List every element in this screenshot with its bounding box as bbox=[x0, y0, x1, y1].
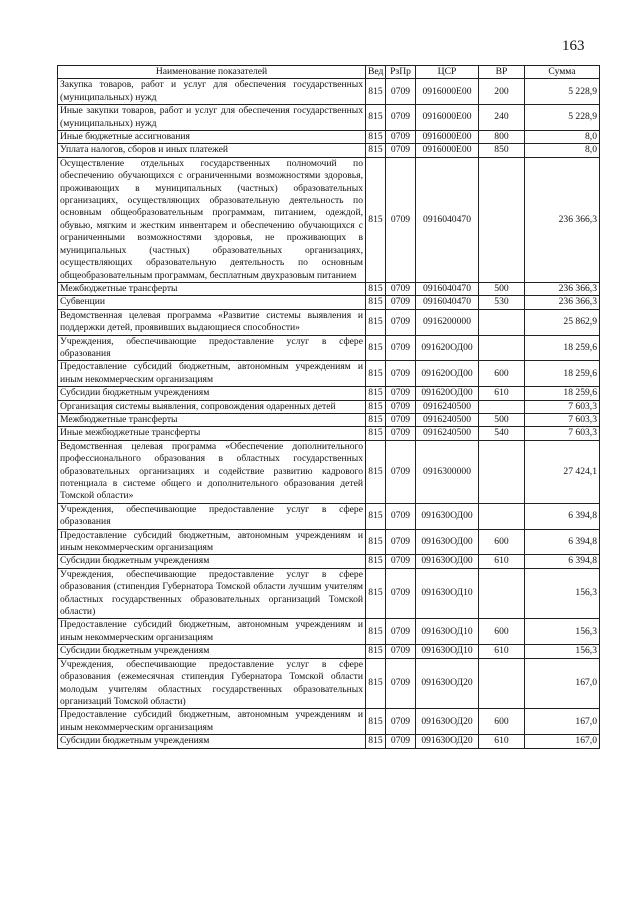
cell-sum: 156,3 bbox=[525, 568, 600, 619]
cell-sum: 167,0 bbox=[525, 658, 600, 709]
cell-name: Ведомственная целевая программа «Обеспечение дополнительного профессионального образования в областных государственных образовательных организациях и содействие развитию кадрового потенциала в системе общего и дополнительного образования детей Томской области» bbox=[58, 440, 366, 503]
cell-csr: 091630ОД10 bbox=[416, 619, 479, 645]
cell-vr bbox=[479, 440, 525, 503]
cell-vr: 500 bbox=[479, 413, 525, 426]
cell-rzpr: 0709 bbox=[386, 645, 416, 658]
cell-sum: 25 862,9 bbox=[525, 309, 600, 335]
cell-rzpr: 0709 bbox=[386, 658, 416, 709]
cell-sum: 167,0 bbox=[525, 735, 600, 748]
cell-name: Межбюджетные трансферты bbox=[58, 282, 366, 295]
cell-rzpr: 0709 bbox=[386, 400, 416, 413]
cell-csr: 091620ОД00 bbox=[416, 335, 479, 361]
cell-ved: 815 bbox=[366, 645, 386, 658]
cell-vr bbox=[479, 400, 525, 413]
cell-csr: 0916000Е00 bbox=[416, 79, 479, 105]
cell-sum: 6 394,8 bbox=[525, 529, 600, 555]
cell-vr: 610 bbox=[479, 555, 525, 568]
cell-sum: 8,0 bbox=[525, 131, 600, 144]
cell-rzpr: 0709 bbox=[386, 619, 416, 645]
cell-ved: 815 bbox=[366, 157, 386, 282]
cell-sum: 156,3 bbox=[525, 645, 600, 658]
cell-name: Иные межбюджетные трансферты bbox=[58, 427, 366, 440]
cell-csr: 091620ОД00 bbox=[416, 361, 479, 387]
cell-sum: 8,0 bbox=[525, 144, 600, 157]
cell-csr: 091630ОД20 bbox=[416, 735, 479, 748]
table-body bbox=[58, 79, 600, 748]
cell-rzpr: 0709 bbox=[386, 440, 416, 503]
cell-csr: 091630ОД00 bbox=[416, 555, 479, 568]
cell-name: Субсидии бюджетным учреждениям bbox=[58, 387, 366, 400]
page-number: 163 bbox=[562, 38, 585, 54]
cell-ved: 815 bbox=[366, 79, 386, 105]
table-row bbox=[58, 440, 600, 503]
cell-rzpr: 0709 bbox=[386, 503, 416, 529]
header-csr: ЦСР bbox=[416, 66, 479, 79]
cell-csr: 0916040470 bbox=[416, 296, 479, 309]
table-row bbox=[58, 144, 600, 157]
cell-rzpr: 0709 bbox=[386, 79, 416, 105]
cell-vr: 850 bbox=[479, 144, 525, 157]
table-row bbox=[58, 427, 600, 440]
table-row bbox=[58, 309, 600, 335]
table-row bbox=[58, 361, 600, 387]
cell-sum: 27 424,1 bbox=[525, 440, 600, 503]
budget-table bbox=[57, 65, 600, 749]
cell-csr: 0916240500 bbox=[416, 427, 479, 440]
cell-ved: 815 bbox=[366, 555, 386, 568]
cell-csr: 091630ОД00 bbox=[416, 503, 479, 529]
cell-ved: 815 bbox=[366, 282, 386, 295]
cell-name: Иные закупки товаров, работ и услуг для обеспечения государственных (муниципальных) нужд bbox=[58, 105, 366, 131]
cell-sum: 236 366,3 bbox=[525, 296, 600, 309]
table-row bbox=[58, 529, 600, 555]
cell-sum: 236 366,3 bbox=[525, 157, 600, 282]
cell-vr: 540 bbox=[479, 427, 525, 440]
cell-name: Субсидии бюджетным учреждениям bbox=[58, 645, 366, 658]
cell-rzpr: 0709 bbox=[386, 296, 416, 309]
cell-ved: 815 bbox=[366, 658, 386, 709]
cell-rzpr: 0709 bbox=[386, 387, 416, 400]
cell-sum: 18 259,6 bbox=[525, 387, 600, 400]
cell-ved: 815 bbox=[366, 144, 386, 157]
cell-name: Предоставление субсидий бюджетным, автономным учреждениям и иным некоммерческим организациям bbox=[58, 619, 366, 645]
cell-name: Организация системы выявления, сопровождения одаренных детей bbox=[58, 400, 366, 413]
cell-vr: 240 bbox=[479, 105, 525, 131]
cell-name: Предоставление субсидий бюджетным, автономным учреждениям и иным некоммерческим организациям bbox=[58, 709, 366, 735]
cell-csr: 0916000Е00 bbox=[416, 105, 479, 131]
cell-name: Закупка товаров, работ и услуг для обеспечения государственных (муниципальных) нужд bbox=[58, 79, 366, 105]
table-row bbox=[58, 555, 600, 568]
cell-vr: 610 bbox=[479, 645, 525, 658]
cell-name: Предоставление субсидий бюджетным, автономным учреждениям и иным некоммерческим организациям bbox=[58, 529, 366, 555]
cell-vr: 610 bbox=[479, 387, 525, 400]
table-row bbox=[58, 335, 600, 361]
cell-rzpr: 0709 bbox=[386, 427, 416, 440]
cell-vr bbox=[479, 503, 525, 529]
cell-ved: 815 bbox=[366, 735, 386, 748]
cell-vr bbox=[479, 309, 525, 335]
cell-name: Предоставление субсидий бюджетным, автономным учреждениям и иным некоммерческим организациям bbox=[58, 361, 366, 387]
table-row bbox=[58, 79, 600, 105]
cell-csr: 0916240500 bbox=[416, 400, 479, 413]
cell-rzpr: 0709 bbox=[386, 144, 416, 157]
table-row bbox=[58, 735, 600, 748]
cell-vr: 530 bbox=[479, 296, 525, 309]
cell-csr: 091630ОД00 bbox=[416, 529, 479, 555]
header-name: Наименование показателей bbox=[58, 66, 366, 79]
cell-rzpr: 0709 bbox=[386, 131, 416, 144]
cell-csr: 091630ОД10 bbox=[416, 568, 479, 619]
cell-vr bbox=[479, 157, 525, 282]
table-row bbox=[58, 645, 600, 658]
cell-ved: 815 bbox=[366, 105, 386, 131]
cell-ved: 815 bbox=[366, 440, 386, 503]
cell-ved: 815 bbox=[366, 529, 386, 555]
cell-vr: 600 bbox=[479, 619, 525, 645]
cell-csr: 091630ОД20 bbox=[416, 709, 479, 735]
cell-csr: 091630ОД10 bbox=[416, 645, 479, 658]
table-row bbox=[58, 658, 600, 709]
cell-name: Уплата налогов, сборов и иных платежей bbox=[58, 144, 366, 157]
table-row bbox=[58, 503, 600, 529]
cell-sum: 236 366,3 bbox=[525, 282, 600, 295]
cell-sum: 7 603,3 bbox=[525, 400, 600, 413]
cell-name: Осуществление отдельных государственных полномочий по обеспечению обучающихся с ограниченными возможностями здоровья, проживающих в муниципальных (частных) образовательных организациях, осуществляющих образовательную деятельность по основным общеобразовательным программам, питанием, одеждой, обувью, мягким и жестким инвентарем и обеспечению обучающихся с ограниченными возможностями здоровья, не проживающих в муниципальных (частных) образовательных организациях, осуществляющих образовательную деятельность по основным общеобразовательным программам, бесплатным двухразовым питанием bbox=[58, 157, 366, 282]
cell-csr: 0916300000 bbox=[416, 440, 479, 503]
cell-vr: 500 bbox=[479, 282, 525, 295]
cell-name: Субвенции bbox=[58, 296, 366, 309]
cell-sum: 5 228,9 bbox=[525, 79, 600, 105]
table-header-row bbox=[58, 66, 600, 79]
cell-rzpr: 0709 bbox=[386, 105, 416, 131]
table-row bbox=[58, 105, 600, 131]
cell-ved: 815 bbox=[366, 503, 386, 529]
cell-vr bbox=[479, 658, 525, 709]
cell-sum: 18 259,6 bbox=[525, 335, 600, 361]
cell-name: Учреждения, обеспечивающие предоставление услуг в сфере образования bbox=[58, 503, 366, 529]
table-row bbox=[58, 619, 600, 645]
cell-ved: 815 bbox=[366, 568, 386, 619]
cell-name: Субсидии бюджетным учреждениям bbox=[58, 555, 366, 568]
cell-csr: 0916040470 bbox=[416, 282, 479, 295]
cell-vr bbox=[479, 335, 525, 361]
cell-vr bbox=[479, 568, 525, 619]
table-row bbox=[58, 131, 600, 144]
cell-rzpr: 0709 bbox=[386, 735, 416, 748]
cell-rzpr: 0709 bbox=[386, 157, 416, 282]
cell-ved: 815 bbox=[366, 361, 386, 387]
cell-rzpr: 0709 bbox=[386, 555, 416, 568]
cell-vr: 600 bbox=[479, 709, 525, 735]
cell-name: Межбюджетные трансферты bbox=[58, 413, 366, 426]
cell-name: Учреждения, обеспечивающие предоставление услуг в сфере образования (ежемесячная стипендия Губернатора Томской области молодым учителям областных государственных образовательных организаций Томской области) bbox=[58, 658, 366, 709]
cell-ved: 815 bbox=[366, 387, 386, 400]
cell-sum: 7 603,3 bbox=[525, 427, 600, 440]
cell-rzpr: 0709 bbox=[386, 282, 416, 295]
table-row bbox=[58, 296, 600, 309]
cell-sum: 5 228,9 bbox=[525, 105, 600, 131]
cell-vr: 610 bbox=[479, 735, 525, 748]
table-row bbox=[58, 568, 600, 619]
cell-ved: 815 bbox=[366, 619, 386, 645]
cell-sum: 6 394,8 bbox=[525, 555, 600, 568]
cell-sum: 167,0 bbox=[525, 709, 600, 735]
table-row bbox=[58, 157, 600, 282]
cell-sum: 18 259,6 bbox=[525, 361, 600, 387]
cell-rzpr: 0709 bbox=[386, 309, 416, 335]
cell-csr: 0916200000 bbox=[416, 309, 479, 335]
header-sum: Сумма bbox=[525, 66, 600, 79]
cell-ved: 815 bbox=[366, 400, 386, 413]
cell-ved: 815 bbox=[366, 709, 386, 735]
header-vr: ВР bbox=[479, 66, 525, 79]
cell-name: Иные бюджетные ассигнования bbox=[58, 131, 366, 144]
cell-vr: 600 bbox=[479, 361, 525, 387]
cell-sum: 6 394,8 bbox=[525, 503, 600, 529]
cell-vr: 800 bbox=[479, 131, 525, 144]
cell-ved: 815 bbox=[366, 413, 386, 426]
cell-name: Ведомственная целевая программа «Развитие системы выявления и поддержки детей, проявивших выдающиеся способности» bbox=[58, 309, 366, 335]
table-row bbox=[58, 709, 600, 735]
cell-rzpr: 0709 bbox=[386, 568, 416, 619]
header-rzpr: РзПр bbox=[386, 66, 416, 79]
cell-ved: 815 bbox=[366, 296, 386, 309]
cell-ved: 815 bbox=[366, 427, 386, 440]
cell-csr: 0916040470 bbox=[416, 157, 479, 282]
cell-sum: 7 603,3 bbox=[525, 413, 600, 426]
cell-csr: 091630ОД20 bbox=[416, 658, 479, 709]
table-row bbox=[58, 400, 600, 413]
cell-ved: 815 bbox=[366, 309, 386, 335]
cell-csr: 0916240500 bbox=[416, 413, 479, 426]
cell-csr: 091620ОД00 bbox=[416, 387, 479, 400]
cell-rzpr: 0709 bbox=[386, 529, 416, 555]
table-row bbox=[58, 282, 600, 295]
cell-vr: 600 bbox=[479, 529, 525, 555]
cell-csr: 0916000Е00 bbox=[416, 144, 479, 157]
cell-name: Учреждения, обеспечивающие предоставление услуг в сфере образования (стипендия Губернатора Томской области лучшим учителям областных государственных образовательных организаций Томской области) bbox=[58, 568, 366, 619]
cell-ved: 815 bbox=[366, 335, 386, 361]
cell-rzpr: 0709 bbox=[386, 413, 416, 426]
cell-ved: 815 bbox=[366, 131, 386, 144]
cell-rzpr: 0709 bbox=[386, 335, 416, 361]
cell-csr: 0916000Е00 bbox=[416, 131, 479, 144]
cell-rzpr: 0709 bbox=[386, 709, 416, 735]
cell-name: Учреждения, обеспечивающие предоставление услуг в сфере образования bbox=[58, 335, 366, 361]
cell-rzpr: 0709 bbox=[386, 361, 416, 387]
cell-name: Субсидии бюджетным учреждениям bbox=[58, 735, 366, 748]
table-row bbox=[58, 413, 600, 426]
cell-sum: 156,3 bbox=[525, 619, 600, 645]
header-ved: Вед bbox=[366, 66, 386, 79]
cell-vr: 200 bbox=[479, 79, 525, 105]
table-row bbox=[58, 387, 600, 400]
